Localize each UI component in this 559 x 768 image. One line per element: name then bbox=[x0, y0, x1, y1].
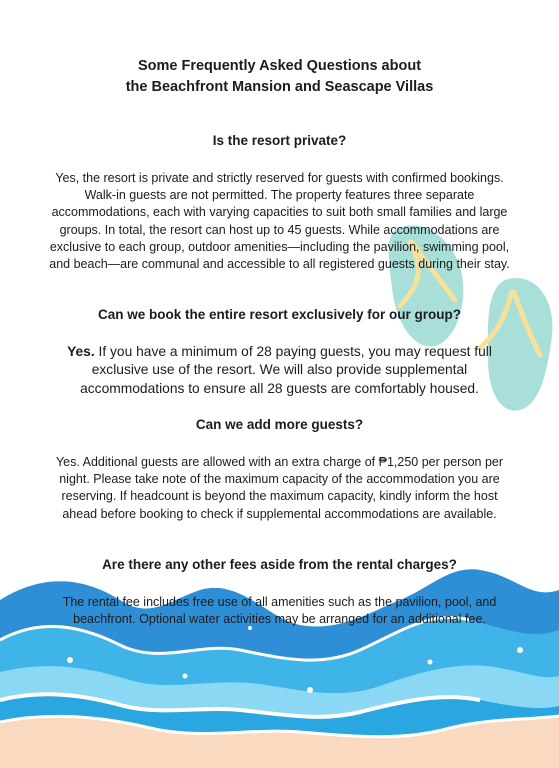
faq-answer-2-text: If you have a minimum of 28 paying guests, you may request full exclusive use of the resort. We will also provide supplemental accommodations to ensure all 28 guests are comfortably housed. bbox=[80, 344, 492, 396]
faq-answer-2-lead: Yes. bbox=[67, 344, 95, 359]
faq-question-1: Is the resort private? bbox=[212, 133, 347, 148]
faq-answer-2 bbox=[40, 343, 519, 398]
title-line-2: the Beachfront Mansion and Seascape Villas bbox=[125, 79, 434, 95]
faq-answer-3: Yes. Additional guests are allowed with an extra charge of ₱1,250 per person per night. Please take note of the maximum capacity of the accommodation you are reserving. If headcount is beyond the maximum capacity, kindly inform the host ahead before booking to check if supplemental accommodations are available. bbox=[55, 455, 504, 521]
faq-answer-1: Yes, the resort is private and strictly reserved for guests with confirmed bookings. Walk-in guests are not permitted. The property features three separate accommodations, each with varying capacities to suit both small families and large groups. In total, the resort can host up to 45 guests. While accommodations are exclusive to each group, outdoor amenities—including the pavilion, swimming pool, and beach—are communal and accessible to all registered guests during their stay. bbox=[49, 171, 510, 272]
faq-answer-4: The rental fee includes free use of all amenities such as the pavilion, pool, and beachfront. Optional water activities may be arranged for an additional fee. bbox=[62, 595, 497, 627]
faq-question-4: Are there any other fees aside from the rental charges? bbox=[102, 557, 457, 572]
faq-question-3: Can we add more guests? bbox=[195, 417, 364, 432]
title-line-1: Some Frequently Asked Questions about bbox=[137, 58, 422, 74]
page-title bbox=[0, 56, 559, 98]
faq-question-2: Can we book the entire resort exclusively for our group? bbox=[97, 307, 462, 322]
